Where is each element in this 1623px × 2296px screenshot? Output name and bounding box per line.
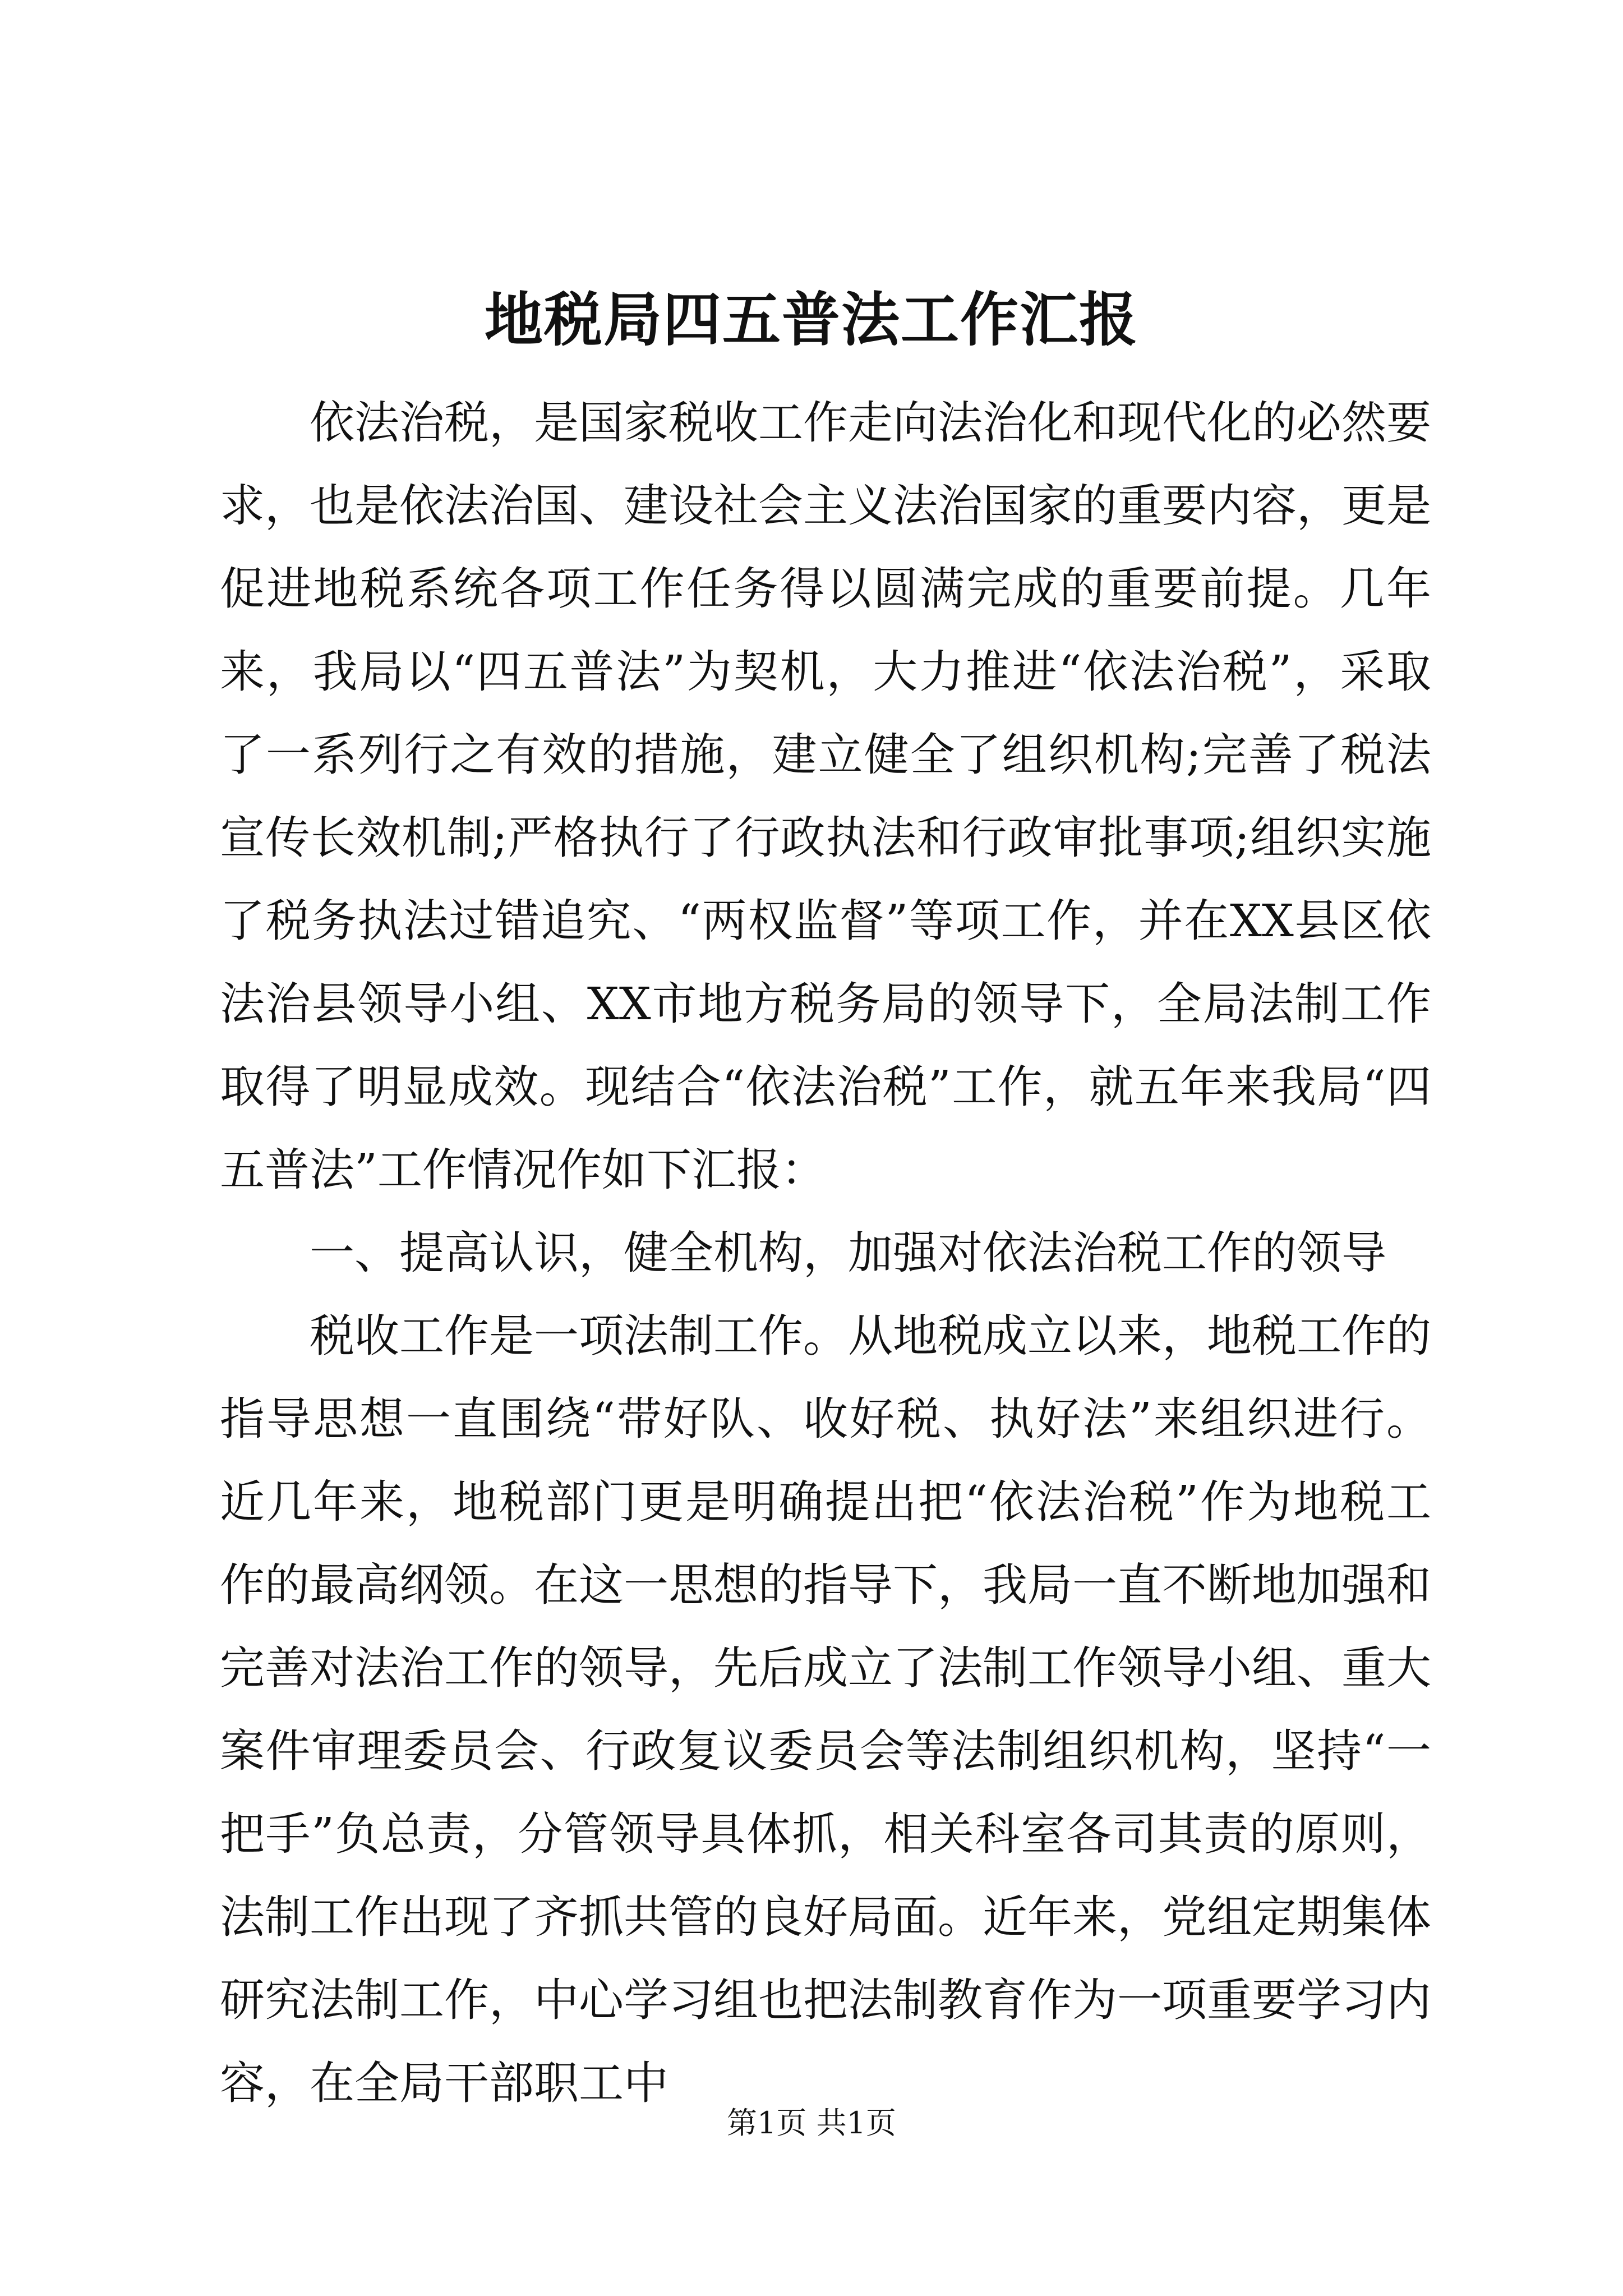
paragraph-intro: 依法治税，是国家税收工作走向法治化和现代化的必然要求，也是依法治国、建设社会主义法治国家的重要内容，更是促进地税系统各项工作任务得以圆满完成的重要前提。几年来，我局以“四五普法”为契机，大力推进“依法治税”，采取了一系列行之有效的措施，建立健全了组织机构;完善了税法宣传长效机制;严格执行了行政执法和行政审批事项;组织实施了税务执法过错追究、“两权监督”等项工作，并在XX县区依法治县领导小组、XX市地方税务局的领导下，全局法制工作取得了明显成效。现结合“依法治税”工作，就五年来我局“四五普法”工作情况作如下汇报：: [220, 397, 1431, 1196]
page-footer: 第1页 共1页: [727, 2105, 896, 2141]
document-title: 地税局四五普法工作汇报: [484, 285, 1138, 354]
document-body: [220, 381, 1431, 2125]
paragraph-section-1: 税收工作是一项法制工作。从地税成立以来，地税工作的指导思想一直围绕“带好队、收好税、执好法”来组织进行。近几年来，地税部门更是明确提出把“依法治税”作为地税工作的最高纲领。在这一思想的指导下，我局一直不断地加强和完善对法治工作的领导，先后成立了法制工作领导小组、重大案件审理委员会、行政复议委员会等法制组织机构，坚持“一把手”负总责，分管领导具体抓，相关科室各司其责的原则，法制工作出现了齐抓共管的良好局面。近年来，党组定期集体研究法制工作，中心学习组也把法制教育作为一项重要学习内容，在全局干部职工中: [220, 1310, 1431, 2109]
section-heading-1: 一、提高认识，健全机构，加强对依法治税工作的领导: [310, 1227, 1386, 1279]
